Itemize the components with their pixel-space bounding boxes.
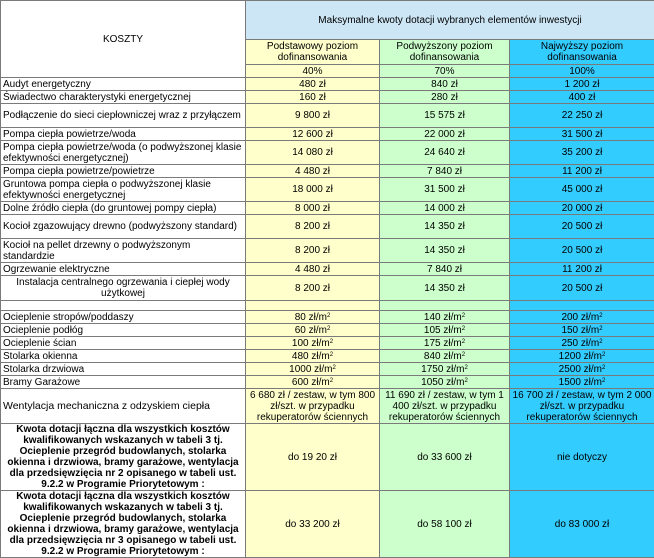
value-highest: 11 200 zł [510, 263, 654, 276]
value-raised: 31 500 zł [380, 178, 510, 202]
value-raised: 105 $zł/m^2$ [380, 324, 510, 337]
row-label: Ogrzewanie elektryczne [1, 263, 246, 276]
value-raised: 7 840 zł [380, 263, 510, 276]
value-highest: 1200 $zł/m^2$ [510, 350, 654, 363]
value-raised: 840 zł [380, 78, 510, 91]
value-highest: 400 zł [510, 91, 654, 104]
value-highest: 20 500 zł [510, 276, 654, 301]
table-row [1, 337, 654, 350]
table-title: Maksymalne kwoty dotacji wybranych elementów inwestycji [246, 1, 654, 40]
value-highest: 45 000 zł [510, 178, 654, 202]
value-basic: 8 000 zł [246, 202, 380, 215]
level-highest-pct: 100% [510, 65, 654, 78]
value-basic: 6 680 zł / zestaw, w tym 800 zł/szt. w przypadku rekuperatorów ściennych [246, 389, 380, 424]
value-basic: 9 800 zł [246, 104, 380, 128]
section-gap [1, 301, 654, 311]
table-row [1, 239, 654, 263]
row-label: Pompa ciepła powietrze/powietrze [1, 165, 246, 178]
value-basic: 80 $zł/m^2$ [246, 311, 380, 324]
total-note: Kwota dotacji łączna dla wszystkich kosztów kwalifikowanych wskazanych w tabeli 3 tj. Ocieplenie przegród budowlanych, stolarka okienna i drzwiowa, bramy garażowe, wentylacja dla przedsięwzięcia nr 2 opisanego w tabeli ust. 9.2.2 w Programie Priorytetowym : [1, 424, 246, 491]
value-basic: 14 080 zł [246, 141, 380, 165]
row-label: Pompa ciepła powietrze/woda (o podwyższonej klasie efektywności energetycznej) [1, 141, 246, 165]
value-raised: 280 zł [380, 91, 510, 104]
table-row [1, 276, 654, 301]
value-highest: 16 700 zł / zestaw, w tym 2 000 zł/szt. w przypadku rekuperatorów ściennych [510, 389, 654, 424]
table-row [1, 128, 654, 141]
value-raised: 14 350 zł [380, 276, 510, 301]
value-highest: 200 $zł/m^2$ [510, 311, 654, 324]
row-label: Dolne źródło ciepła (do gruntowej pompy ciepła) [1, 202, 246, 215]
costs-header: KOSZTY [1, 1, 246, 78]
row-label: Stolarka okienna [1, 350, 246, 363]
value-basic: 12 600 zł [246, 128, 380, 141]
value-basic: 160 zł [246, 91, 380, 104]
value-basic: 100 $zł/m^2$ [246, 337, 380, 350]
value-highest: 1500 $zł/m^2$ [510, 376, 654, 389]
row-label: Kocioł zgazowujący drewno (podwyższony standard) [1, 215, 246, 239]
row-label: Wentylacja mechaniczna z odzyskiem ciepła [1, 389, 246, 424]
value-raised: 175 $zł/m^2$ [380, 337, 510, 350]
total-basic: do 19 20 zł [246, 424, 380, 491]
table-row [1, 141, 654, 165]
table-row [1, 104, 654, 128]
value-raised: 11 690 zł / zestaw, w tym 1 400 zł/szt. w przypadku rekuperatorów ściennych [380, 389, 510, 424]
total-highest: nie dotyczy [510, 424, 654, 491]
value-raised: 140 $zł/m^2$ [380, 311, 510, 324]
value-raised: 24 640 zł [380, 141, 510, 165]
value-basic: 4 480 zł [246, 165, 380, 178]
table-row [1, 263, 654, 276]
value-highest: 20 500 zł [510, 239, 654, 263]
row-label: Pompa ciepła powietrze/woda [1, 128, 246, 141]
row-label: Instalacja centralnego ogrzewania i ciepłej wody użytkowej [1, 276, 246, 301]
value-highest: 20 500 zł [510, 215, 654, 239]
value-basic: 8 200 zł [246, 215, 380, 239]
row-label: Podłączenie do sieci ciepłowniczej wraz z przyłączem [1, 104, 246, 128]
table-row [1, 215, 654, 239]
total-raised: do 33 600 zł [380, 424, 510, 491]
value-highest: 11 200 zł [510, 165, 654, 178]
row-label: Audyt energetyczny [1, 78, 246, 91]
table-row [1, 324, 654, 337]
table-row [1, 178, 654, 202]
value-basic: 18 000 zł [246, 178, 380, 202]
row-label: Gruntowa pompa ciepła o podwyższonej klasie efektywności energetycznej [1, 178, 246, 202]
total-highest: do 83 000 zł [510, 491, 654, 558]
value-basic: 4 480 zł [246, 263, 380, 276]
level-raised-name: Podwyższony poziom dofinansowania [380, 40, 510, 65]
value-raised: 14 350 zł [380, 215, 510, 239]
table-row [1, 350, 654, 363]
row-label: Ocieplenie ścian [1, 337, 246, 350]
row-label: Kocioł na pellet drzewny o podwyższonym standardzie [1, 239, 246, 263]
table-row [1, 363, 654, 376]
level-highest-name: Najwyższy poziom dofinansowania [510, 40, 654, 65]
value-basic: 480 zł [246, 78, 380, 91]
table-row [1, 202, 654, 215]
value-basic: 600 $zł/m^2$ [246, 376, 380, 389]
value-highest: 150 $zł/m^2$ [510, 324, 654, 337]
value-raised: 14 000 zł [380, 202, 510, 215]
table-row [1, 78, 654, 91]
row-label: Świadectwo charakterystyki energetycznej [1, 91, 246, 104]
value-highest: 35 200 zł [510, 141, 654, 165]
value-raised: 1050 $zł/m^2$ [380, 376, 510, 389]
value-highest: 250 $zł/m^2$ [510, 337, 654, 350]
value-highest: 20 000 zł [510, 202, 654, 215]
value-basic: 480 $zł/m^2$ [246, 350, 380, 363]
value-raised: 1750 $zł/m^2$ [380, 363, 510, 376]
level-basic-pct: 40% [246, 65, 380, 78]
table-row [1, 165, 654, 178]
total-basic: do 33 200 zł [246, 491, 380, 558]
value-highest: 2500 $zł/m^2$ [510, 363, 654, 376]
table-row [1, 376, 654, 389]
row-label: Ocieplenie stropów/poddaszy [1, 311, 246, 324]
level-basic-name: Podstawowy poziom dofinansowania [246, 40, 380, 65]
total-row [1, 424, 654, 491]
level-raised-pct: 70% [380, 65, 510, 78]
value-basic: 60 $zł/m^2$ [246, 324, 380, 337]
row-label: Ocieplenie podłóg [1, 324, 246, 337]
value-basic: 8 200 zł [246, 276, 380, 301]
total-note: Kwota dotacji łączna dla wszystkich kosztów kwalifikowanych wskazanych w tabeli 3 tj. Ocieplenie przegród budowlanych, stolarka okienna i drzwiowa, bramy garażowe, wentylacja dla przedsięwzięcia nr 3 opisanego w tabeli ust. 9.2.2 w Programie Priorytetowym : [1, 491, 246, 558]
total-row [1, 491, 654, 558]
value-highest: 1 200 zł [510, 78, 654, 91]
value-raised: 840 $zł/m^2$ [380, 350, 510, 363]
row-label: Stolarka drzwiowa [1, 363, 246, 376]
value-basic: 1000 $zł/m^2$ [246, 363, 380, 376]
row-label: Bramy Garażowe [1, 376, 246, 389]
value-raised: 22 000 zł [380, 128, 510, 141]
value-raised: 15 575 zł [380, 104, 510, 128]
value-highest: 31 500 zł [510, 128, 654, 141]
total-raised: do 58 100 zł [380, 491, 510, 558]
value-basic: 8 200 zł [246, 239, 380, 263]
value-raised: 14 350 zł [380, 239, 510, 263]
value-raised: 7 840 zł [380, 165, 510, 178]
table-row [1, 389, 654, 424]
table-row [1, 91, 654, 104]
value-highest: 22 250 zł [510, 104, 654, 128]
table-row [1, 311, 654, 324]
